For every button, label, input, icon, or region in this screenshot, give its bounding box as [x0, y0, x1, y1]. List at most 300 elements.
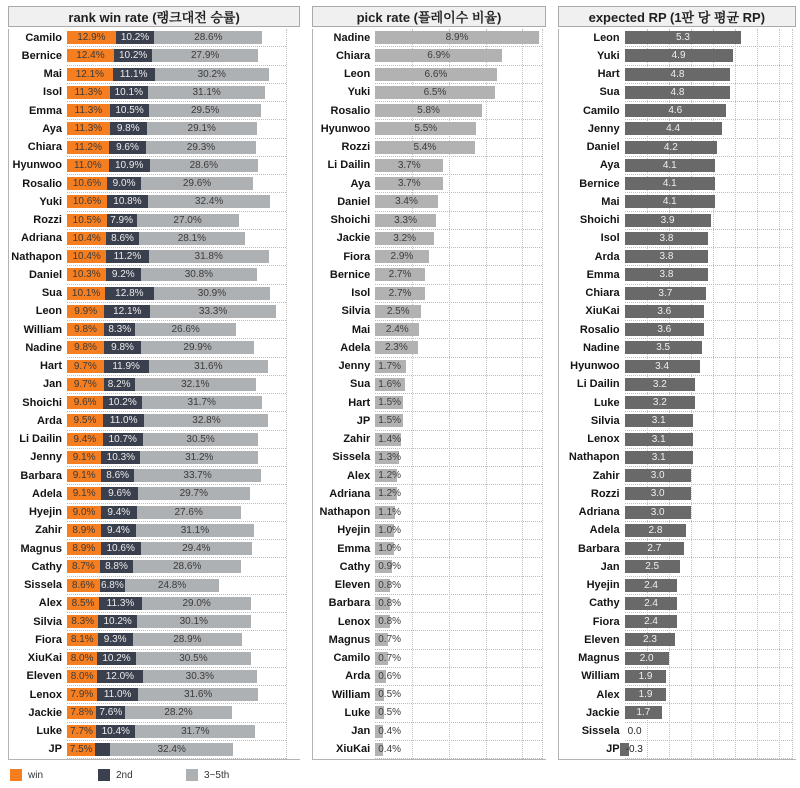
bar-segment-2nd	[96, 725, 135, 738]
row-spacer	[792, 139, 796, 157]
bar-value-label: 11.3%	[74, 105, 103, 117]
chart-row	[559, 704, 796, 722]
row-label: Mai	[601, 195, 620, 208]
bar-track	[67, 29, 286, 47]
bar-value-label: 10.4%	[101, 725, 130, 737]
bar-value-label: 10.5%	[72, 214, 102, 226]
bar-track	[67, 412, 286, 430]
bar-track	[67, 723, 286, 741]
bar-value-label: 11.3%	[74, 86, 103, 98]
row-label: Li Dailin	[576, 378, 620, 391]
chart-row	[559, 157, 796, 175]
row-spacer	[792, 540, 796, 558]
bar-track	[625, 212, 792, 230]
bar	[375, 268, 425, 281]
chart-row	[313, 431, 545, 449]
bar-segment-2nd	[97, 652, 136, 665]
row-label: Rosalio	[330, 104, 371, 117]
row-label: Sissela	[332, 451, 371, 464]
row-label: Lenox	[29, 688, 62, 701]
row-label: Bernice	[21, 49, 62, 62]
bar-value-label: 3.8	[659, 232, 674, 244]
bar-segment-2nd	[105, 287, 153, 300]
bar-segment-3-5th	[137, 615, 251, 628]
bar-value-label: 31.7%	[181, 725, 210, 737]
bar-value-label: 9.0%	[72, 506, 96, 518]
bar-track	[625, 376, 792, 394]
chart-row	[559, 504, 796, 522]
chart-row	[559, 175, 796, 193]
bar-value-label: 29.5%	[190, 105, 220, 117]
bar-segment-win	[67, 49, 114, 62]
bar-track	[625, 266, 792, 284]
chart-row	[559, 577, 796, 595]
row-spacer	[792, 193, 796, 211]
chart-row	[313, 84, 545, 102]
bar-segment-2nd	[101, 487, 137, 500]
bar-value-label: 2.3	[642, 634, 657, 646]
legend-swatch-win	[10, 769, 22, 781]
row-label: Silvia	[590, 414, 620, 427]
row-label: JP	[48, 743, 62, 756]
row-label: Fiora	[343, 250, 371, 263]
bar-value-label: 4.8	[670, 68, 685, 80]
bar	[625, 670, 667, 683]
bar-segment-2nd	[113, 68, 155, 81]
bar-value-label: 3.2	[652, 397, 667, 409]
bar-segment-2nd	[116, 31, 155, 44]
chart-row	[313, 139, 545, 157]
bar-value-label: 26.6%	[171, 324, 200, 336]
bar-track	[67, 394, 286, 412]
chart-row	[559, 248, 796, 266]
chart-row	[559, 741, 796, 759]
row-spacer	[286, 248, 300, 266]
bar-value-label: 0.9%	[378, 561, 402, 573]
chart-row	[559, 84, 796, 102]
chart-row	[9, 339, 300, 357]
row-label: Shoichi	[330, 214, 371, 227]
bar-track	[625, 84, 792, 102]
bar-track	[375, 431, 541, 449]
bar-segment-2nd	[104, 341, 141, 354]
bar-value-label: 8.9%	[72, 543, 96, 555]
bar-value-label: 32.4%	[157, 743, 186, 755]
bar-value-label: 33.7%	[183, 470, 212, 482]
bar-segment-3-5th	[143, 670, 258, 683]
row-spacer	[792, 558, 796, 576]
bar-track	[625, 686, 792, 704]
bar-value-label: 10.4%	[72, 251, 101, 263]
chart-row	[9, 504, 300, 522]
bar-segment-3-5th	[142, 597, 252, 610]
bar-value-label: 0.8%	[378, 616, 402, 628]
row-label: Leon	[35, 305, 62, 318]
chart-row	[313, 394, 545, 412]
bar-segment-2nd	[100, 560, 133, 573]
bar-value-label: 10.7%	[108, 433, 137, 445]
bar-segment-win	[67, 542, 101, 555]
row-label: Fiora	[35, 633, 62, 646]
bar-value-label: 2.7%	[388, 287, 412, 299]
bar-track	[375, 230, 541, 248]
bar-value-label: 4.2	[663, 141, 678, 153]
bar-track	[67, 741, 286, 759]
row-label: Mai	[351, 323, 371, 336]
bar-segment-3-5th	[146, 141, 257, 154]
chart-row	[559, 668, 796, 686]
chart-row	[559, 650, 796, 668]
row-label: Rozzi	[33, 214, 62, 227]
row-label: Cathy	[31, 560, 62, 573]
bar-segment-2nd	[104, 378, 135, 391]
bar-value-label: 0.4%	[378, 725, 402, 737]
chart-row	[9, 522, 300, 540]
row-label: Barbara	[328, 597, 371, 610]
bar-value-label: 9.4%	[107, 524, 130, 536]
row-label: Yuki	[39, 195, 62, 208]
bar-track	[375, 321, 541, 339]
row-label: Yuki	[347, 86, 371, 99]
row-label: Nathapon	[11, 250, 62, 263]
bar-track	[375, 394, 541, 412]
chart-row	[559, 303, 796, 321]
chart-row	[313, 540, 545, 558]
row-spacer	[542, 248, 546, 266]
row-spacer	[792, 84, 796, 102]
bar-value-label: 3.0	[650, 470, 665, 482]
bar-segment-3-5th	[141, 341, 254, 354]
bar-value-label: 8.0%	[70, 670, 94, 682]
row-label: William	[23, 323, 62, 336]
bar-value-label: 29.6%	[182, 178, 212, 190]
row-label: Camilo	[25, 31, 62, 44]
bar-value-label: 28.2%	[164, 707, 193, 719]
row-label: Silvia	[33, 615, 62, 628]
chart-row	[559, 467, 796, 485]
bar-segment-3-5th	[152, 49, 257, 62]
panel-title: expected RP (1판 당 평균 RP)	[558, 6, 796, 27]
bar-segment-win	[67, 86, 110, 99]
row-spacer	[542, 540, 546, 558]
bar-segment-3-5th	[141, 542, 252, 555]
bar-value-label: 3.9	[660, 214, 675, 226]
bar-value-label: 12.4%	[76, 50, 105, 62]
chart-row	[9, 66, 300, 84]
bar	[375, 195, 438, 208]
row-label: Mai	[43, 68, 62, 81]
chart-row	[9, 120, 300, 138]
row-label: William	[581, 670, 620, 683]
row-spacer	[792, 212, 796, 230]
bar-track	[67, 175, 286, 193]
row-spacer	[792, 394, 796, 412]
bar-segment-win	[67, 433, 103, 446]
bar-track	[67, 339, 286, 357]
bar-value-label: 1.5%	[378, 397, 402, 409]
panel-title: pick rate (플레이수 비율)	[312, 6, 545, 27]
bar-track	[625, 47, 792, 65]
bar-value-label: 28.9%	[173, 634, 202, 646]
chart-row	[9, 266, 300, 284]
bar-segment-win	[67, 31, 116, 44]
row-label: Chiara	[585, 287, 620, 300]
row-label: Emma	[586, 268, 620, 281]
chart-row	[9, 285, 300, 303]
row-label: Sissela	[581, 725, 620, 738]
bar-segment-2nd	[104, 360, 149, 373]
chart-row	[9, 668, 300, 686]
row-spacer	[792, 686, 796, 704]
bar-value-label: 10.9%	[114, 159, 144, 171]
bar-track	[625, 157, 792, 175]
bar-value-label: 32.1%	[181, 378, 210, 390]
bar-value-label: 6.5%	[423, 86, 447, 98]
bar-value-label: 27.9%	[190, 50, 220, 62]
bar-value-label: 10.1%	[114, 86, 143, 98]
bar-track	[625, 595, 792, 613]
bar-value-label: 30.9%	[197, 287, 227, 299]
row-label: Shoichi	[22, 396, 62, 409]
bar-segment-3-5th	[141, 177, 253, 190]
chart-row	[313, 504, 545, 522]
bar-segment-win	[67, 159, 109, 172]
bar-value-label: 30.8%	[184, 269, 214, 281]
chart-row	[313, 467, 545, 485]
bar-value-label: 9.6%	[73, 397, 97, 409]
bar-segment-win	[67, 579, 100, 592]
bar-segment-win	[67, 214, 107, 227]
chart-row	[313, 650, 545, 668]
bar-value-label: 4.9	[671, 50, 686, 62]
bar	[375, 122, 476, 135]
row-spacer	[542, 394, 546, 412]
bar-segment-win	[67, 725, 96, 738]
bar-track	[625, 139, 792, 157]
bar-segment-2nd	[103, 433, 143, 446]
bar-track	[625, 467, 792, 485]
chart-row	[9, 741, 300, 759]
row-spacer	[286, 577, 300, 595]
bar-track	[625, 102, 792, 120]
bar-value-label: 9.4%	[73, 433, 97, 445]
row-label: Magnus	[20, 542, 62, 555]
bar-value-label: 30.5%	[186, 433, 215, 445]
row-spacer	[792, 704, 796, 722]
chart-row	[559, 230, 796, 248]
row-label: Jackie	[336, 232, 371, 245]
bar-segment-3-5th	[148, 195, 270, 208]
bar-value-label: 1.1%	[378, 506, 402, 518]
bar-segment-3-5th	[154, 287, 271, 300]
bar-value-label: 1.3%	[378, 451, 402, 463]
chart-row	[559, 431, 796, 449]
bar	[625, 305, 704, 318]
bar-value-label: 9.1%	[72, 470, 96, 482]
bar-segment-3-5th	[137, 506, 241, 519]
bar-segment-win	[67, 378, 104, 391]
bar-value-label: 3.4%	[395, 196, 418, 208]
bar-segment-3-5th	[110, 743, 232, 756]
bar-segment-win	[67, 305, 104, 318]
legend-label-2nd: 2nd	[116, 769, 133, 781]
row-label: Camilo	[582, 104, 620, 117]
bar-track	[375, 704, 541, 722]
row-spacer	[286, 84, 300, 102]
bar-track	[67, 139, 286, 157]
bar-segment-2nd	[101, 451, 140, 464]
bar-value-label: 1.0%	[378, 524, 402, 536]
row-spacer	[286, 47, 300, 65]
bar-track	[375, 522, 541, 540]
bar-value-label: 29.9%	[183, 342, 212, 354]
row-spacer	[792, 741, 796, 759]
row-spacer	[792, 650, 796, 668]
bar-track	[67, 631, 286, 649]
row-label: Rozzi	[590, 487, 620, 500]
row-label: Arda	[36, 414, 62, 427]
bar-value-label: 30.1%	[179, 616, 208, 628]
chart-row	[313, 120, 545, 138]
bar-track	[625, 303, 792, 321]
row-spacer	[286, 394, 300, 412]
row-spacer	[542, 522, 546, 540]
row-spacer	[286, 285, 300, 303]
bar-value-label: 10.8%	[113, 196, 142, 208]
chart-row	[559, 102, 796, 120]
chart-row	[559, 266, 796, 284]
bar-value-label: 3.6	[657, 324, 672, 336]
bar	[625, 487, 691, 500]
row-spacer	[542, 321, 546, 339]
row-label: XiuKai	[585, 305, 620, 318]
bar-value-label: 9.6%	[116, 141, 139, 153]
row-label: JP	[606, 743, 620, 756]
bar-track	[375, 193, 541, 211]
chart-row	[559, 595, 796, 613]
row-spacer	[792, 29, 796, 47]
chart-row	[559, 723, 796, 741]
row-label: Adriana	[21, 232, 62, 245]
bar	[625, 68, 731, 81]
row-spacer	[542, 285, 546, 303]
chart-row	[9, 248, 300, 266]
bar-value-label: 2.9%	[390, 251, 414, 263]
bar-value-label: 8.5%	[71, 597, 95, 609]
bar-value-label: 11.9%	[112, 360, 140, 372]
chart-row	[313, 723, 545, 741]
row-label: Zahir	[35, 524, 62, 537]
bar	[625, 287, 706, 300]
chart-row	[9, 723, 300, 741]
row-label: Aya	[350, 177, 371, 190]
row-label: Magnus	[578, 652, 620, 665]
bar-segment-3-5th	[134, 469, 261, 482]
row-spacer	[286, 668, 300, 686]
bar-segment-3-5th	[155, 68, 269, 81]
bar-segment-win	[67, 469, 101, 482]
bar-track	[625, 339, 792, 357]
bar-track	[625, 540, 792, 558]
row-label: Eleven	[26, 670, 62, 683]
bar-value-label: 0.5%	[378, 707, 402, 719]
bar-value-label: 12.8%	[115, 287, 144, 299]
chart-row	[313, 668, 545, 686]
bar-value-label: 8.9%	[72, 524, 96, 536]
bar-value-label: 11.2%	[74, 141, 102, 153]
bar	[625, 195, 715, 208]
bar-segment-3-5th	[154, 31, 262, 44]
bar	[375, 141, 474, 154]
bar	[625, 360, 700, 373]
row-spacer	[542, 741, 546, 759]
row-label: Yuki	[597, 49, 620, 62]
row-spacer	[542, 485, 546, 503]
row-spacer	[542, 47, 546, 65]
bar-segment-win	[67, 232, 106, 245]
bar-track	[375, 650, 541, 668]
chart-row	[559, 449, 796, 467]
bar-value-label: 30.3%	[185, 670, 215, 682]
row-spacer	[542, 504, 546, 522]
bar-segment-2nd	[101, 542, 141, 555]
chart-row	[9, 631, 300, 649]
bar-track	[67, 266, 286, 284]
bar-track	[625, 29, 792, 47]
bar-value-label: 10.2%	[103, 616, 132, 628]
bar-track	[375, 504, 541, 522]
chart-row	[559, 358, 796, 376]
bar-value-label: 8.7%	[72, 561, 95, 573]
bar-segment-3-5th	[139, 232, 245, 245]
bar	[625, 177, 715, 190]
chart-row	[559, 631, 796, 649]
row-label: Hyunwoo	[12, 159, 62, 172]
bar-value-label: 1.6%	[378, 378, 402, 390]
bar-segment-win	[67, 323, 104, 336]
chart-row	[9, 558, 300, 576]
row-spacer	[286, 66, 300, 84]
row-label: Sua	[599, 86, 620, 99]
bar-value-label: 30.5%	[179, 652, 208, 664]
bar-value-label: 8.6%	[106, 470, 130, 482]
bar-segment-win	[67, 414, 103, 427]
chart-row	[9, 157, 300, 175]
bar-value-label: 8.3%	[108, 324, 132, 336]
row-label: Jan	[351, 725, 371, 738]
bar-value-label: 3.8	[659, 269, 674, 281]
bar-segment-win	[67, 524, 101, 537]
chart-row	[559, 686, 796, 704]
row-label: Daniel	[28, 268, 62, 281]
chart-row	[9, 84, 300, 102]
bar-value-label: 9.4%	[107, 506, 131, 518]
bar-track	[375, 686, 541, 704]
row-spacer	[792, 285, 796, 303]
bar	[625, 414, 693, 427]
bar-value-label: 31.6%	[194, 360, 223, 372]
bar-segment-2nd	[106, 232, 139, 245]
bar-track	[375, 631, 541, 649]
bar-value-label: 3.8	[659, 251, 674, 263]
bar-value-label: 11.3%	[74, 123, 103, 135]
bar-value-label: 8.9%	[445, 32, 469, 44]
bar-value-label: 0.5%	[378, 689, 402, 701]
row-label: Silvia	[341, 305, 371, 318]
chart-row	[313, 449, 545, 467]
bar-value-label: 0.4%	[378, 743, 402, 755]
row-label: Leon	[593, 31, 620, 44]
